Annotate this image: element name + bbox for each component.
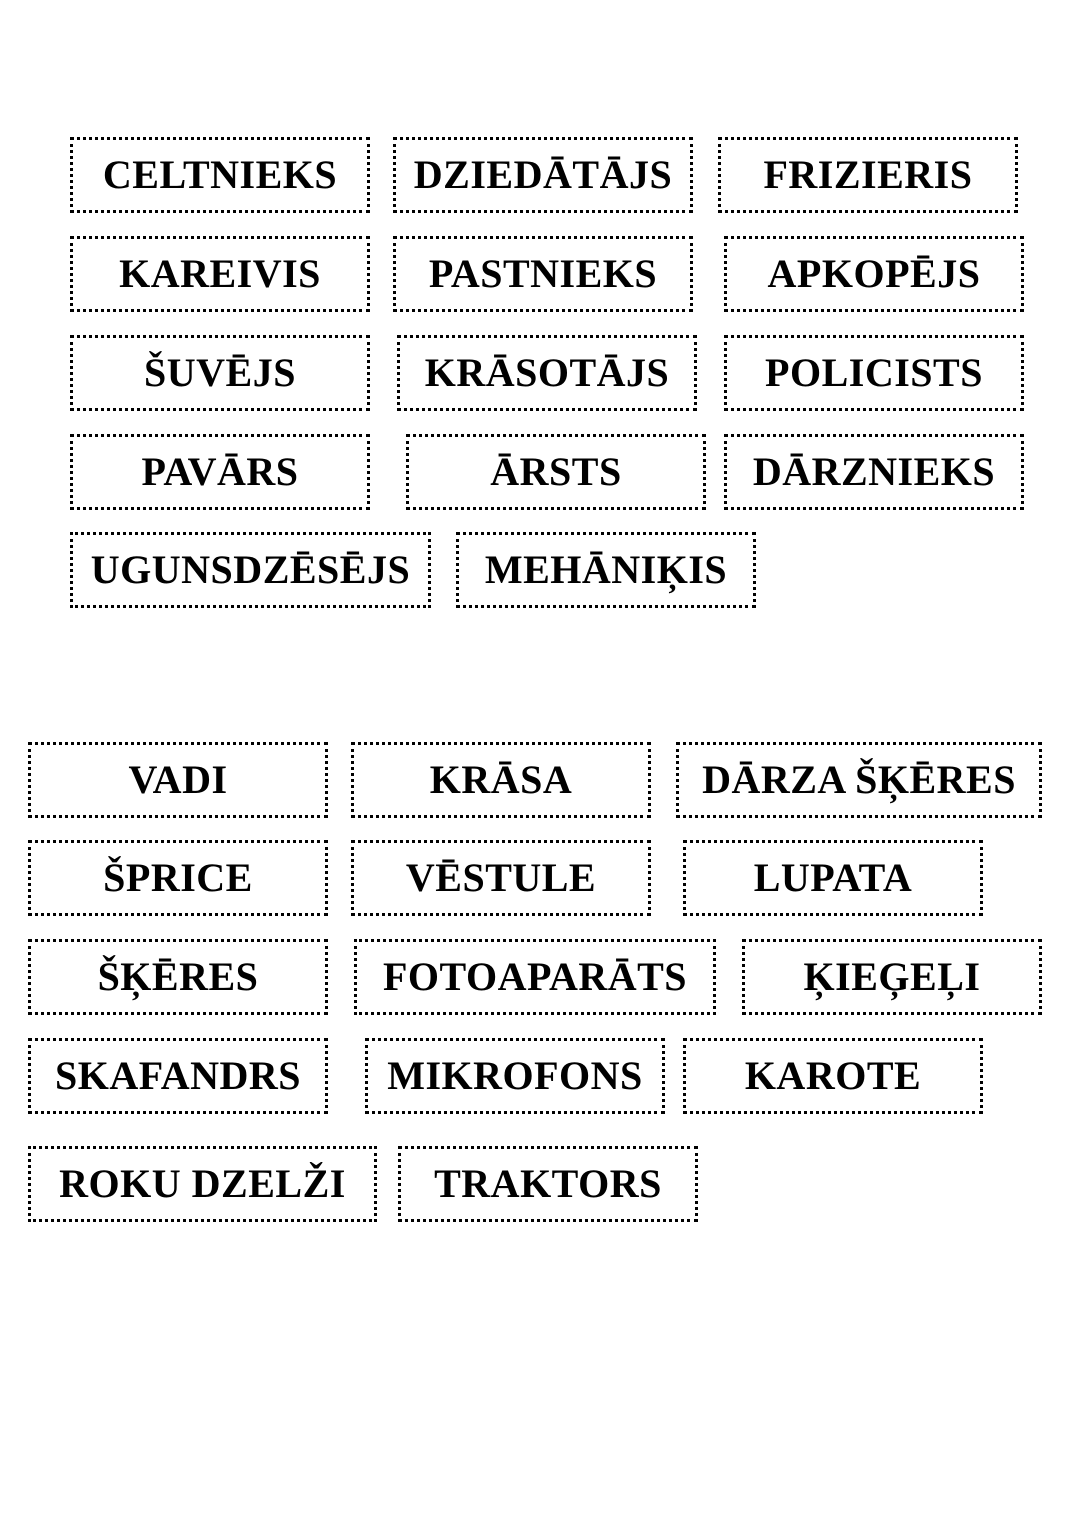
word-card-profession[interactable]	[397, 335, 697, 411]
word-card-object[interactable]	[683, 1038, 983, 1114]
word-card-label: VĒSTULE	[405, 855, 597, 900]
word-card-label: KAROTE	[744, 1053, 922, 1098]
word-card-object[interactable]	[28, 1038, 328, 1114]
word-card-label: ĀRSTS	[490, 449, 622, 494]
word-card-profession[interactable]	[70, 137, 370, 213]
word-card-object[interactable]	[351, 840, 651, 916]
word-card-label: ROKU DZELŽI	[59, 1161, 346, 1206]
word-card-label: TRAKTORS	[434, 1161, 662, 1206]
word-card-label: ŠPRICE	[103, 855, 253, 900]
word-card-label: DĀRZNIEKS	[752, 449, 996, 494]
word-card-object[interactable]	[676, 742, 1042, 818]
word-card-label: KAREIVIS	[119, 251, 321, 296]
word-card-object[interactable]	[28, 939, 328, 1015]
word-card-label: KRĀSA	[429, 757, 573, 802]
word-card-label: SKAFANDRS	[54, 1053, 301, 1098]
word-card-profession[interactable]	[724, 236, 1024, 312]
word-card-label: POLICISTS	[765, 350, 983, 395]
word-card-profession[interactable]	[70, 434, 370, 510]
word-card-profession[interactable]	[70, 236, 370, 312]
word-card-label: FRIZIERIS	[763, 152, 973, 197]
word-card-object[interactable]	[354, 939, 716, 1015]
word-card-object[interactable]	[28, 1146, 377, 1222]
word-card-profession[interactable]	[70, 532, 431, 608]
word-card-label: MIKROFONS	[387, 1053, 643, 1098]
word-card-object[interactable]	[28, 742, 328, 818]
word-card-profession[interactable]	[393, 236, 693, 312]
word-card-label: ĶIEĢEĻI	[803, 954, 981, 999]
word-card-profession[interactable]	[456, 532, 756, 608]
word-card-profession[interactable]	[724, 335, 1024, 411]
word-card-profession[interactable]	[724, 434, 1024, 510]
word-card-label: CELTNIEKS	[102, 152, 338, 197]
word-card-profession[interactable]	[70, 335, 370, 411]
word-card-label: APKOPĒJS	[767, 251, 981, 296]
word-card-label: FOTOAPARĀTS	[382, 954, 688, 999]
word-card-label: PAVĀRS	[141, 449, 299, 494]
word-card-profession[interactable]	[718, 137, 1018, 213]
word-card-label: UGUNSDZĒSĒJS	[90, 547, 411, 592]
word-card-label: LUPATA	[753, 855, 913, 900]
word-card-object[interactable]	[351, 742, 651, 818]
word-card-profession[interactable]	[406, 434, 706, 510]
word-card-label: DĀRZA ŠĶĒRES	[702, 757, 1016, 802]
word-card-object[interactable]	[365, 1038, 665, 1114]
word-card-label: PASTNIEKS	[428, 251, 658, 296]
word-card-profession[interactable]	[393, 137, 693, 213]
word-card-label: VADI	[128, 757, 228, 802]
word-card-object[interactable]	[398, 1146, 698, 1222]
word-card-label: ŠUVĒJS	[144, 350, 296, 395]
word-card-object[interactable]	[683, 840, 983, 916]
word-card-label: DZIEDĀTĀJS	[413, 152, 673, 197]
word-card-label: MEHĀNIĶIS	[484, 547, 728, 592]
word-card-label: KRĀSOTĀJS	[424, 350, 670, 395]
word-card-object[interactable]	[742, 939, 1042, 1015]
word-card-label: ŠĶĒRES	[97, 954, 259, 999]
word-card-object[interactable]	[28, 840, 328, 916]
